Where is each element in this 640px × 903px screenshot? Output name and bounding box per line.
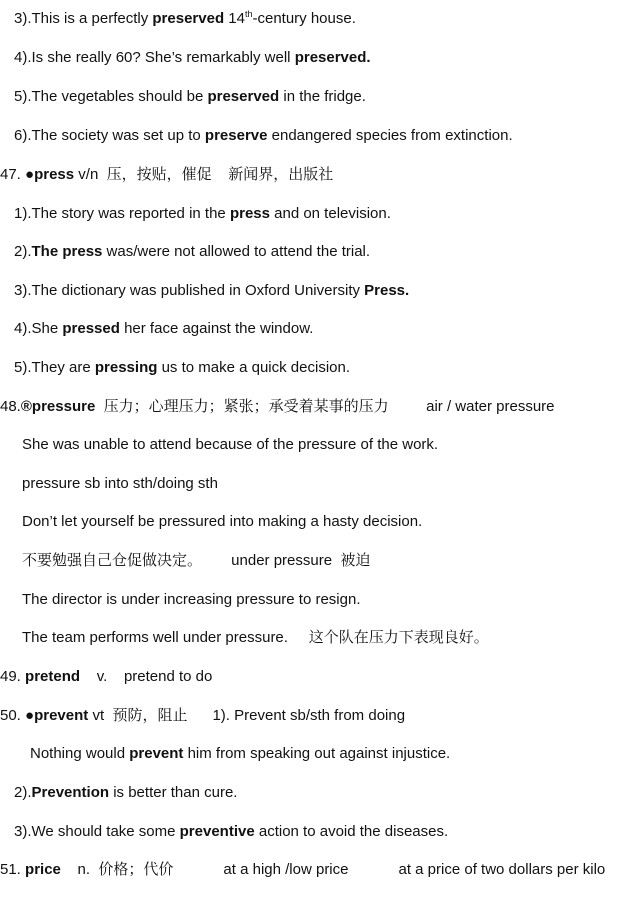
keyword: prevent [129, 745, 184, 762]
text: 3).We should take some [14, 823, 180, 840]
entry-number: 51. [0, 861, 26, 878]
text: is better than cure. [109, 784, 238, 801]
example-line [0, 743, 640, 765]
text: was/were not allowed to attend the trial. [102, 243, 371, 260]
keyword: preserved [207, 88, 280, 105]
entry-heading [0, 164, 640, 186]
entry-heading [0, 396, 640, 418]
example-line [0, 357, 640, 379]
keyword: pressed [62, 320, 120, 337]
example-line [0, 821, 640, 843]
entry-heading [0, 705, 640, 727]
example-line [0, 550, 640, 572]
example-line [0, 782, 640, 804]
text: 5).The vegetables should be [14, 88, 208, 105]
text: 2). [14, 784, 32, 801]
text: 5).They are [14, 359, 95, 376]
text: Don’t let yourself be pressured into making a hasty decision. [22, 513, 423, 530]
superscript: th [244, 9, 253, 19]
definition: v. pretend to do [80, 668, 213, 685]
keyword: Prevention [31, 784, 110, 801]
example-line [0, 125, 640, 147]
definition: 压力；心理压力；紧张；承受着某事的压力 air / water pressure [95, 398, 555, 415]
text: -century house. [252, 10, 356, 27]
text: Nothing would [30, 745, 130, 762]
headword: pretend [25, 668, 81, 685]
text: endangered species from extinction. [267, 127, 513, 144]
example-line [0, 434, 640, 456]
keyword: preventive [179, 823, 255, 840]
text: action to avoid the diseases. [254, 823, 449, 840]
text: in the fridge. [279, 88, 366, 105]
example-line [0, 203, 640, 225]
entry-heading [0, 666, 640, 688]
definition: vt 预防，阻止 1). Prevent sb/sth from doing [88, 707, 406, 724]
entry-heading [0, 859, 640, 881]
keyword: press [229, 205, 270, 222]
example-line [0, 589, 640, 611]
headword: ●press [25, 166, 75, 183]
text: her face against the window. [119, 320, 314, 337]
example-line [0, 8, 640, 30]
text: pressure sb into sth/doing sth [22, 475, 218, 492]
text: 4).She [14, 320, 63, 337]
example-line [0, 47, 640, 69]
keyword: pressing [94, 359, 158, 376]
example-line [0, 241, 640, 263]
entry-number: 47. [0, 166, 26, 183]
headword: price [25, 861, 61, 878]
definition: v/n 压，按贴，催促 新闻界，出版社 [74, 166, 334, 183]
headword: ®pressure [20, 398, 96, 415]
text: The team performs well under pressure. 这个队在压力下表现良好。 [22, 629, 489, 646]
definition: n. 价格；代价 at a high /low price at a price of two dollars per kilo [60, 861, 606, 878]
example-line [0, 280, 640, 302]
keyword: preserved. [294, 49, 371, 66]
text: 3).The dictionary was published in Oxford University [14, 282, 365, 299]
text: 不要勉强自己仓促做决定。 under pressure 被迫 [22, 552, 371, 569]
text: 2). [14, 243, 32, 260]
entry-number: 49. [0, 668, 26, 685]
text: 3).This is a perfectly [14, 10, 153, 27]
example-line [0, 627, 640, 649]
text: and on television. [269, 205, 391, 222]
text: She was unable to attend because of the pressure of the work. [22, 436, 439, 453]
text: us to make a quick decision. [157, 359, 351, 376]
text: 14 [224, 10, 245, 27]
text: The director is under increasing pressure to resign. [22, 591, 361, 608]
example-line [0, 86, 640, 108]
entry-number: 50. [0, 707, 26, 724]
example-line [0, 473, 640, 495]
keyword: preserved [152, 10, 225, 27]
keyword: preserve [204, 127, 268, 144]
text: 1).The story was reported in the [14, 205, 230, 222]
example-line [0, 318, 640, 340]
entry-number: 48. [0, 398, 21, 415]
text: him from speaking out against injustice. [183, 745, 451, 762]
text: 4).Is she really 60? She’s remarkably well [14, 49, 295, 66]
text: 6).The society was set up to [14, 127, 205, 144]
keyword: Press. [364, 282, 410, 299]
headword: ●prevent [25, 707, 89, 724]
keyword: The press [31, 243, 103, 260]
example-line [0, 511, 640, 533]
